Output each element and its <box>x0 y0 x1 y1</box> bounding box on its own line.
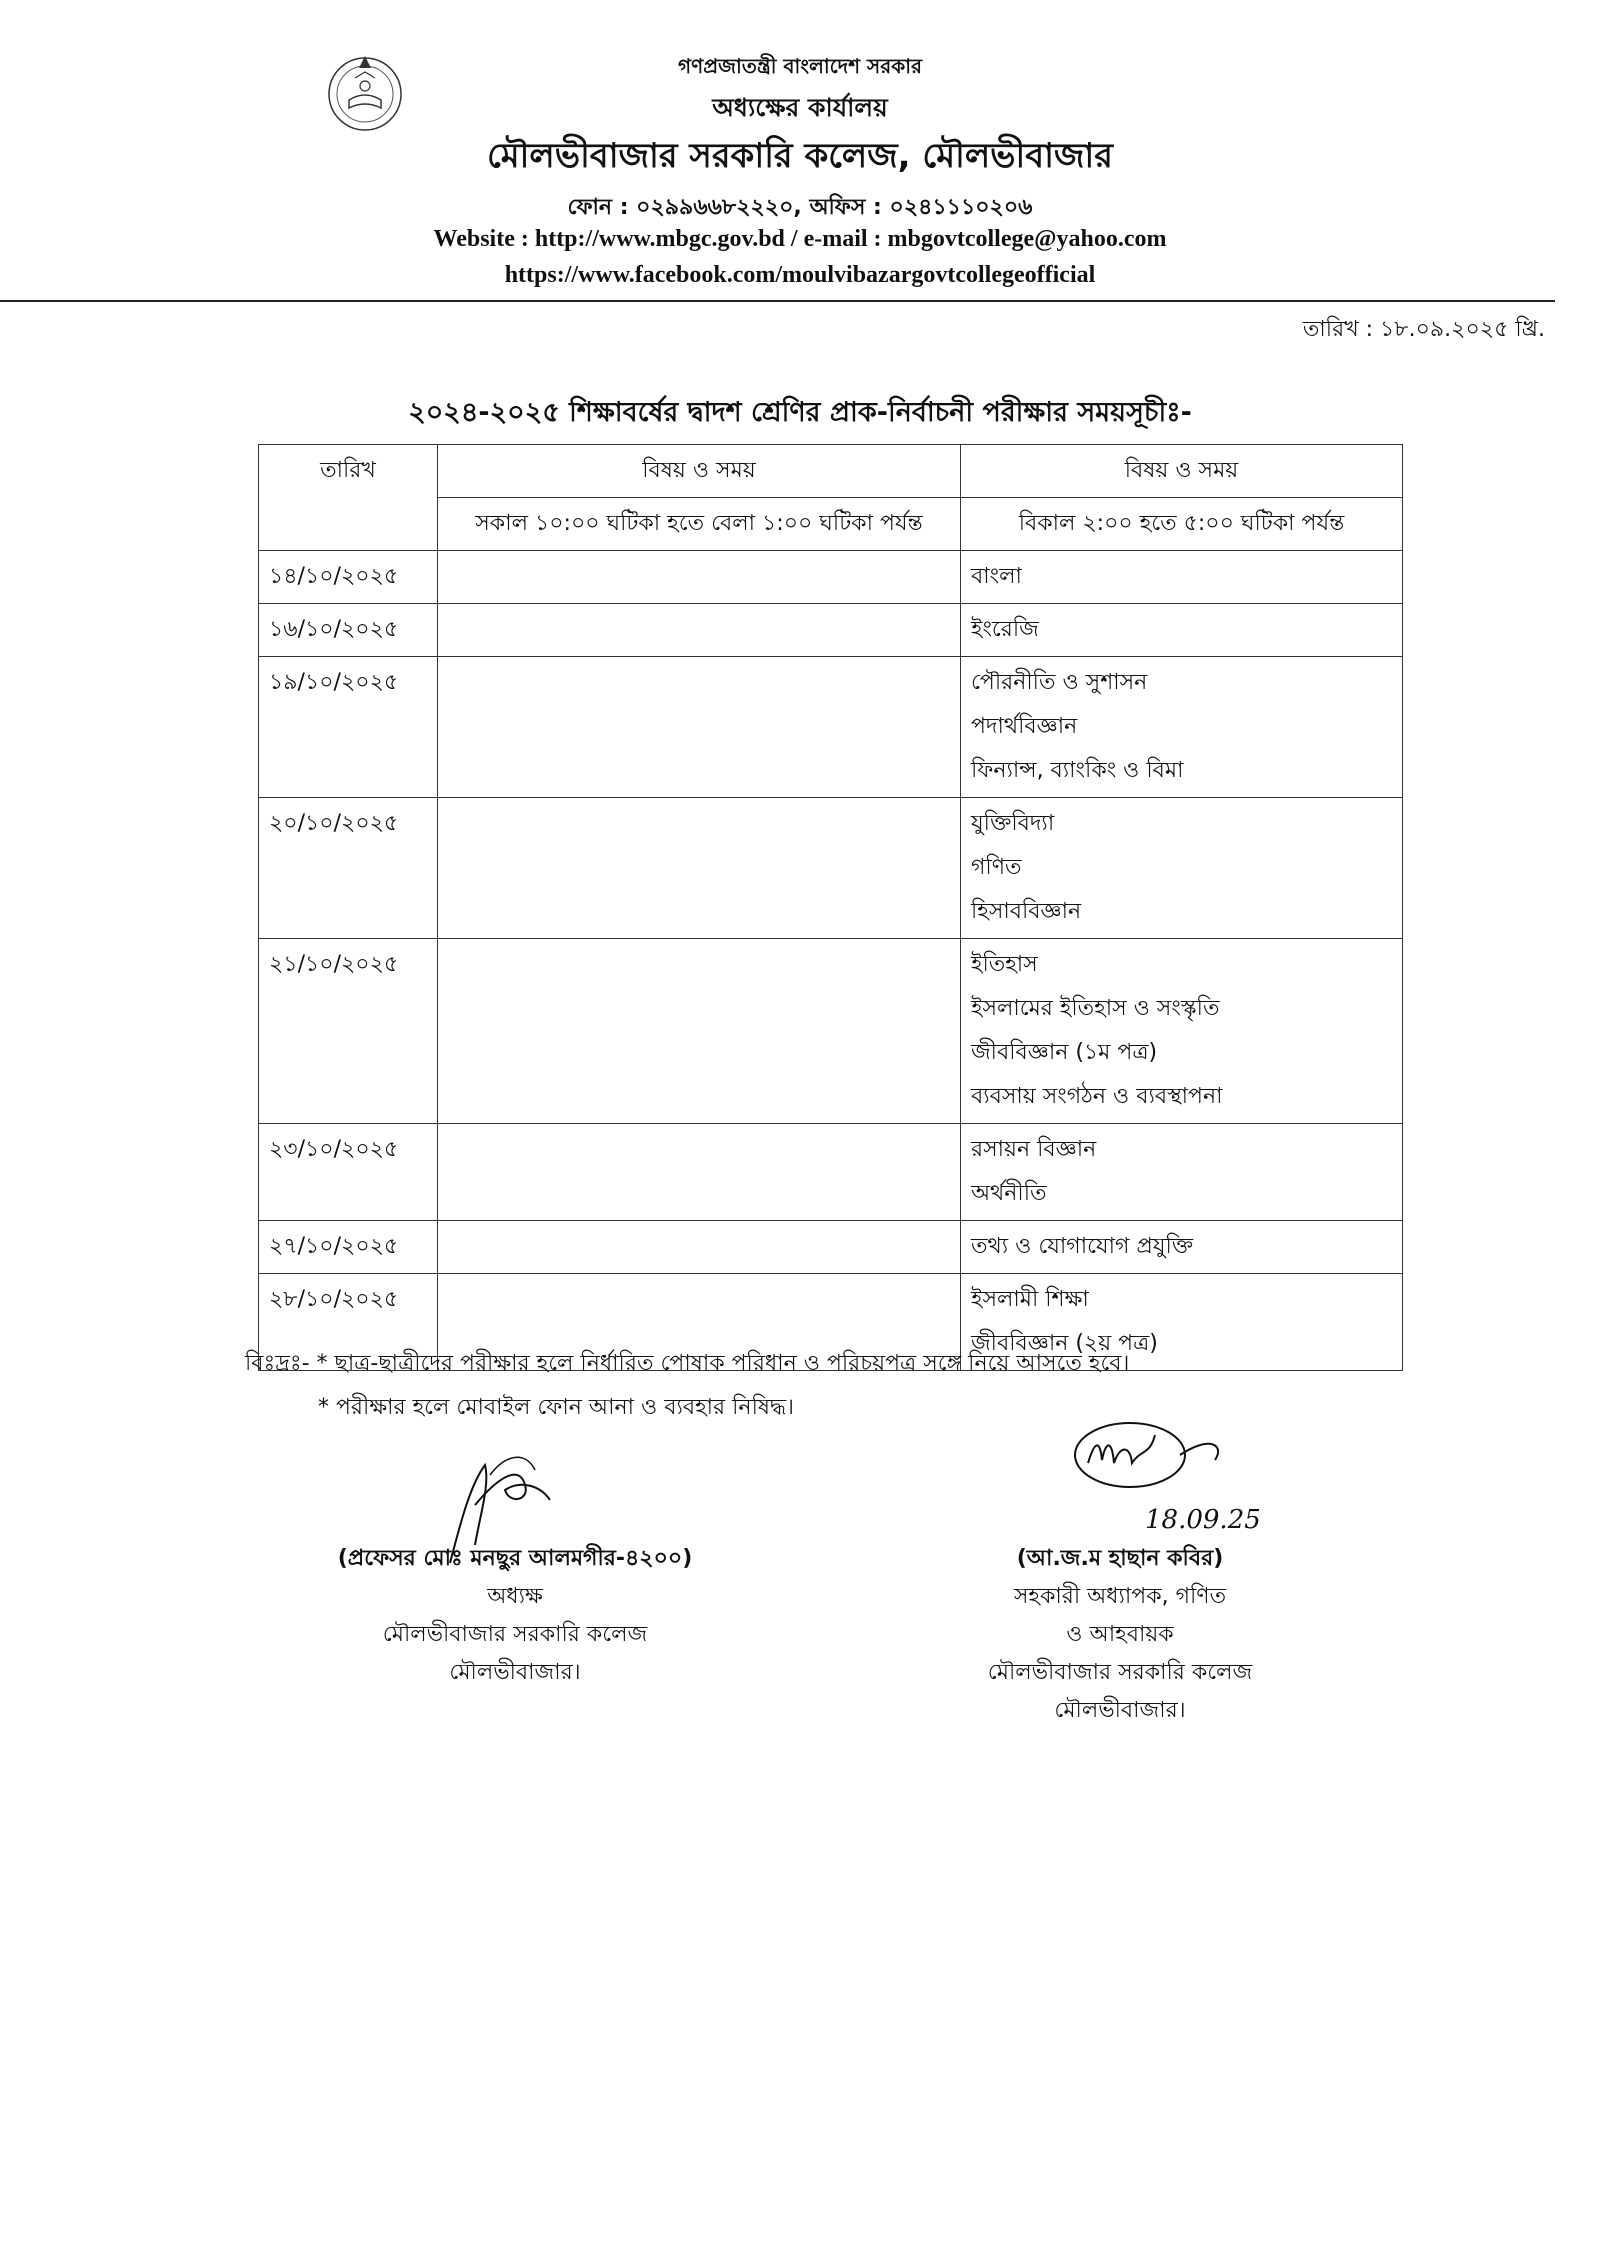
principal-org: মৌলভীবাজার সরকারি কলেজ <box>382 1622 648 1647</box>
header-date: তারিখ <box>259 445 438 551</box>
table-row <box>259 604 1403 657</box>
convener-name: (আ.জ.ম হাছান কবির) <box>1016 1546 1224 1571</box>
subject-name: ইসলামের ইতিহাস ও সংস্কৃতি <box>971 996 1220 1021</box>
principal-name: (প্রফেসর মোঃ মনছুর আলমগীর-৪২০০) <box>337 1546 693 1571</box>
table-header-row <box>259 445 1403 498</box>
morning-subjects <box>438 604 961 657</box>
note-dress-code: বিঃদ্রঃ- * ছাত্র-ছাত্রীদের পরীক্ষার হলে নির্ধারিত পোষাক পরিধান ও পরিচয়পত্র সঙ্গে নিয়ে আসতে হবে। <box>245 1351 1130 1376</box>
subject-name: রসায়ন বিজ্ঞান <box>971 1137 1097 1162</box>
morning-subjects <box>438 1221 961 1274</box>
exam-date: ২০/১০/২০২৫ <box>259 798 438 939</box>
table-row <box>259 939 1403 1124</box>
convener-block <box>940 1540 1300 1730</box>
issue-date: তারিখ : ১৮.০৯.২০২৫ খ্রি. <box>1302 317 1545 342</box>
afternoon-subjects <box>961 604 1403 657</box>
exam-date: ২৩/১০/২০২৫ <box>259 1124 438 1221</box>
signature-date: 18.09.25 <box>1145 1505 1261 1535</box>
morning-subjects <box>438 551 961 604</box>
exam-schedule-table <box>258 444 1403 1371</box>
table-row <box>259 1124 1403 1221</box>
subject-name: ফিন্যান্স, ব্যাংকিং ও বিমা <box>971 758 1184 783</box>
convener-org: মৌলভীবাজার সরকারি কলেজ <box>987 1660 1253 1685</box>
convener-role: ও আহবায়ক <box>1066 1622 1174 1647</box>
afternoon-subjects <box>961 798 1403 939</box>
subject-name: ইংরেজি <box>971 617 1039 642</box>
subject-name: ব্যবসায় সংগঠন ও ব্যবস্থাপনা <box>971 1084 1223 1109</box>
afternoon-subjects <box>961 1124 1403 1221</box>
subject-name: অর্থনীতি <box>971 1181 1047 1206</box>
subject-name: জীববিজ্ঞান (২য় পত্র) <box>971 1331 1158 1356</box>
afternoon-subjects <box>961 551 1403 604</box>
subject-name: যুক্তিবিদ্যা <box>971 811 1055 836</box>
exam-date: ১৬/১০/২০২৫ <box>259 604 438 657</box>
principal-designation: অধ্যক্ষ <box>487 1584 543 1609</box>
subject-name: পৌরনীতি ও সুশাসন <box>971 670 1148 695</box>
morning-subjects <box>438 1124 961 1221</box>
subject-name: হিসাববিজ্ঞান <box>971 899 1082 924</box>
note-mobile-ban: * পরীক্ষার হলে মোবাইল ফোন আনা ও ব্যবহার নিষিদ্ধ। <box>318 1395 794 1420</box>
convener-signature <box>1040 1415 1300 1540</box>
exam-date: ২১/১০/২০২৫ <box>259 939 438 1124</box>
table-row <box>259 551 1403 604</box>
subject-name: বাংলা <box>971 564 1022 589</box>
gov-line: গণপ্রজাতন্ত্রী বাংলাদেশ সরকার <box>678 54 922 78</box>
subject-name: ইতিহাস <box>971 952 1038 977</box>
subject-name: গণিত <box>971 855 1022 880</box>
subject-name: জীববিজ্ঞান (১ম পত্র) <box>971 1040 1158 1065</box>
website-line: Website : http://www.mbgc.gov.bd / e-mail : mbgovtcollege@yahoo.com <box>433 226 1167 252</box>
afternoon-subjects <box>961 1221 1403 1274</box>
phone-line: ফোন : ০২৯৯৬৬৮২২২০, অফিস : ০২৪১১১০২০৬ <box>567 195 1033 220</box>
time-morning: সকাল ১০:০০ ঘটিকা হতে বেলা ১:০০ ঘটিকা পর্যন্ত <box>438 498 961 551</box>
office-line: অধ্যক্ষের কার্যালয় <box>712 93 888 122</box>
header-divider <box>0 300 1555 302</box>
convener-designation: সহকারী অধ্যাপক, গণিত <box>1013 1584 1227 1609</box>
principal-place: মৌলভীবাজার। <box>449 1660 581 1685</box>
morning-subjects <box>438 657 961 798</box>
header-subject-morning: বিষয় ও সময় <box>438 445 961 498</box>
subject-name: পদার্থবিজ্ঞান <box>971 714 1078 739</box>
table-row <box>259 657 1403 798</box>
afternoon-subjects <box>961 939 1403 1124</box>
header-subject-afternoon: বিষয় ও সময় <box>961 445 1403 498</box>
exam-date: ২৮/১০/২০২৫ <box>259 1274 438 1371</box>
exam-date: ১৯/১০/২০২৫ <box>259 657 438 798</box>
morning-subjects <box>438 939 961 1124</box>
afternoon-subjects <box>961 657 1403 798</box>
principal-block <box>310 1540 720 1692</box>
exam-date: ১৪/১০/২০২৫ <box>259 551 438 604</box>
morning-subjects <box>438 798 961 939</box>
subject-name: ইসলামী শিক্ষা <box>971 1287 1089 1312</box>
convener-place: মৌলভীবাজার। <box>1054 1698 1186 1723</box>
exam-date: ২৭/১০/২০২৫ <box>259 1221 438 1274</box>
subject-name: তথ্য ও যোগাযোগ প্রযুক্তি <box>971 1234 1194 1259</box>
table-row <box>259 798 1403 939</box>
facebook-line: https://www.facebook.com/moulvibazargovtcollegeofficial <box>504 262 1096 288</box>
college-name: মৌলভীবাজার সরকারি কলেজ, মৌলভীবাজার <box>487 136 1113 176</box>
table-row <box>259 1221 1403 1274</box>
schedule-title: ২০২৪-২০২৫ শিক্ষাবর্ষের দ্বাদশ শ্রেণির প্রাক-নির্বাচনী পরীক্ষার সময়সূচীঃ- <box>408 397 1192 428</box>
time-afternoon: বিকাল ২:০০ হতে ৫:০০ ঘটিকা পর্যন্ত <box>961 498 1403 551</box>
